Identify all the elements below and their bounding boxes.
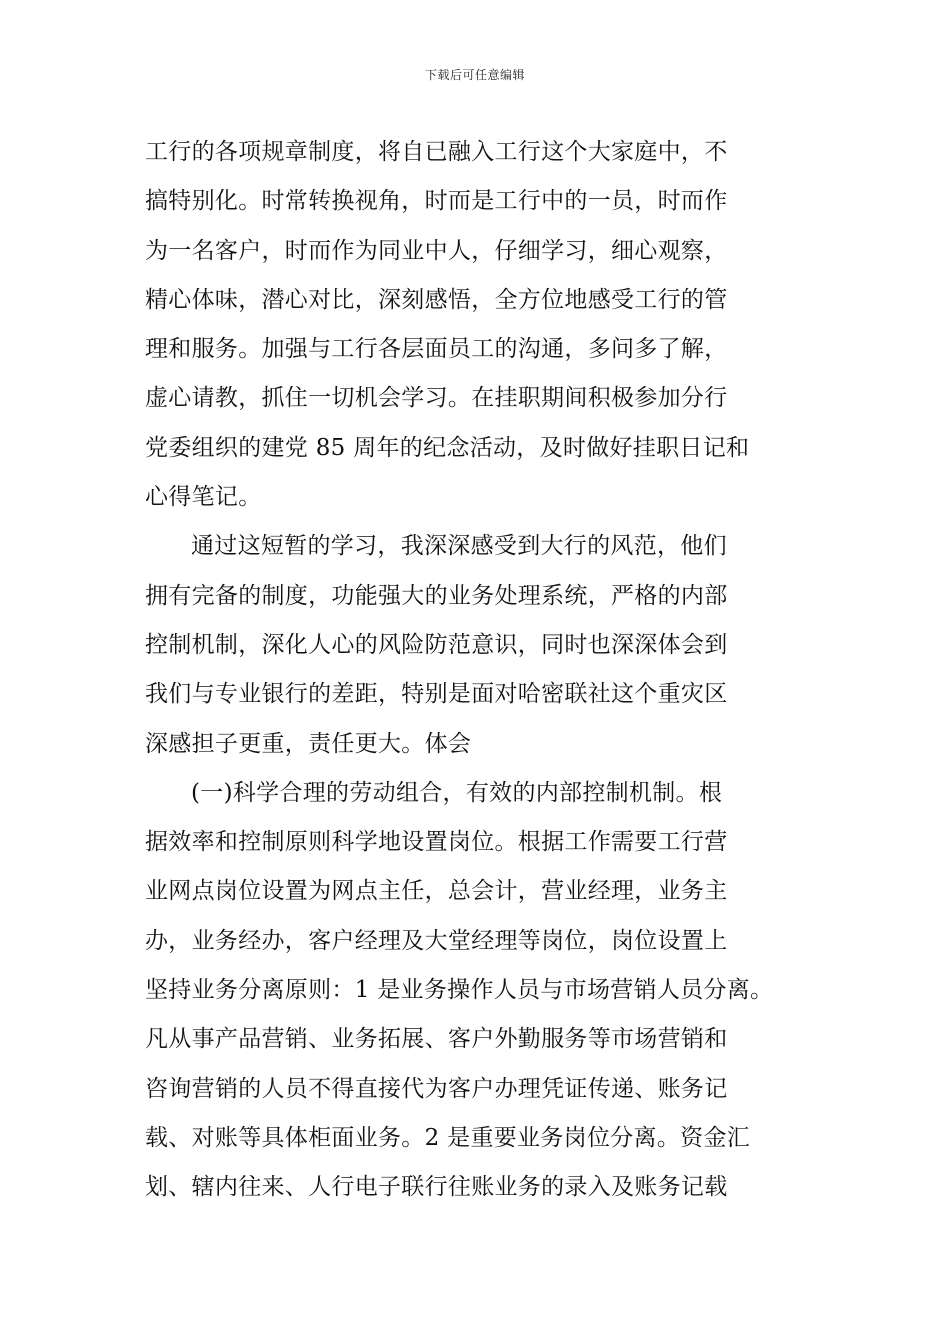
text-line: 办，业务经办，客户经理及大堂经理等岗位，岗位设置上 — [145, 927, 728, 954]
text-line: 划、辖内往来、人行电子联行往账业务的录入及账务记载 — [145, 1174, 728, 1201]
text-line: 精心体味，潜心对比，深刻感悟，全方位地感受工行的管 — [145, 286, 728, 313]
paragraph-start-line: (一)科学合理的劳动组合，有效的内部控制机制。根 — [191, 779, 723, 806]
text-line: 咨询营销的人员不得直接代为客户办理凭证传递、账务记 — [145, 1075, 728, 1102]
text-line: 我们与专业银行的差距，特别是面对哈密联社这个重灾区 — [145, 681, 728, 708]
text-line: 控制机制，深化人心的风险防范意识，同时也深深体会到 — [145, 631, 728, 658]
text-line: 拥有完备的制度，功能强大的业务处理系统，严格的内部 — [145, 582, 728, 609]
text-line: 虚心请教，抓住一切机会学习。在挂职期间积极参加分行 — [145, 385, 728, 412]
text-line: 心得笔记。 — [145, 484, 262, 511]
text-line: 搞特别化。时常转换视角，时而是工行中的一员，时而作 — [145, 188, 728, 215]
text-line: 理和服务。加强与工行各层面员工的沟通，多问多了解， — [145, 336, 728, 363]
paragraph-start-line: 通过这短暂的学习，我深深感受到大行的风范，他们 — [191, 533, 727, 560]
text-line: 工行的各项规章制度，将自已融入工行这个大家庭中，不 — [145, 139, 728, 165]
body-text — [145, 128, 813, 1213]
text-line: 业网点岗位设置为网点主任，总会计，营业经理，业务主 — [145, 878, 728, 905]
text-line: 载、对账等具体柜面业务。2 是重要业务岗位分离。资金汇 — [145, 1124, 751, 1151]
text-line: 凡从事产品营销、业务拓展、客户外勤服务等市场营销和 — [145, 1026, 728, 1053]
text-line: 坚持业务分离原则：1 是业务操作人员与市场营销人员分离。 — [145, 977, 774, 1004]
text-line: 为一名客户，时而作为同业中人，仔细学习，细心观察， — [145, 237, 728, 264]
text-line: 据效率和控制原则科学地设置岗位。根据工作需要工行营 — [145, 829, 728, 856]
text-line: 深感担子更重，责任更大。体会 — [145, 730, 472, 757]
text-line: 党委组织的建党 85 周年的纪念活动，及时做好挂职日记和 — [145, 434, 750, 461]
header-note: 下载后可任意编辑 — [424, 68, 525, 82]
